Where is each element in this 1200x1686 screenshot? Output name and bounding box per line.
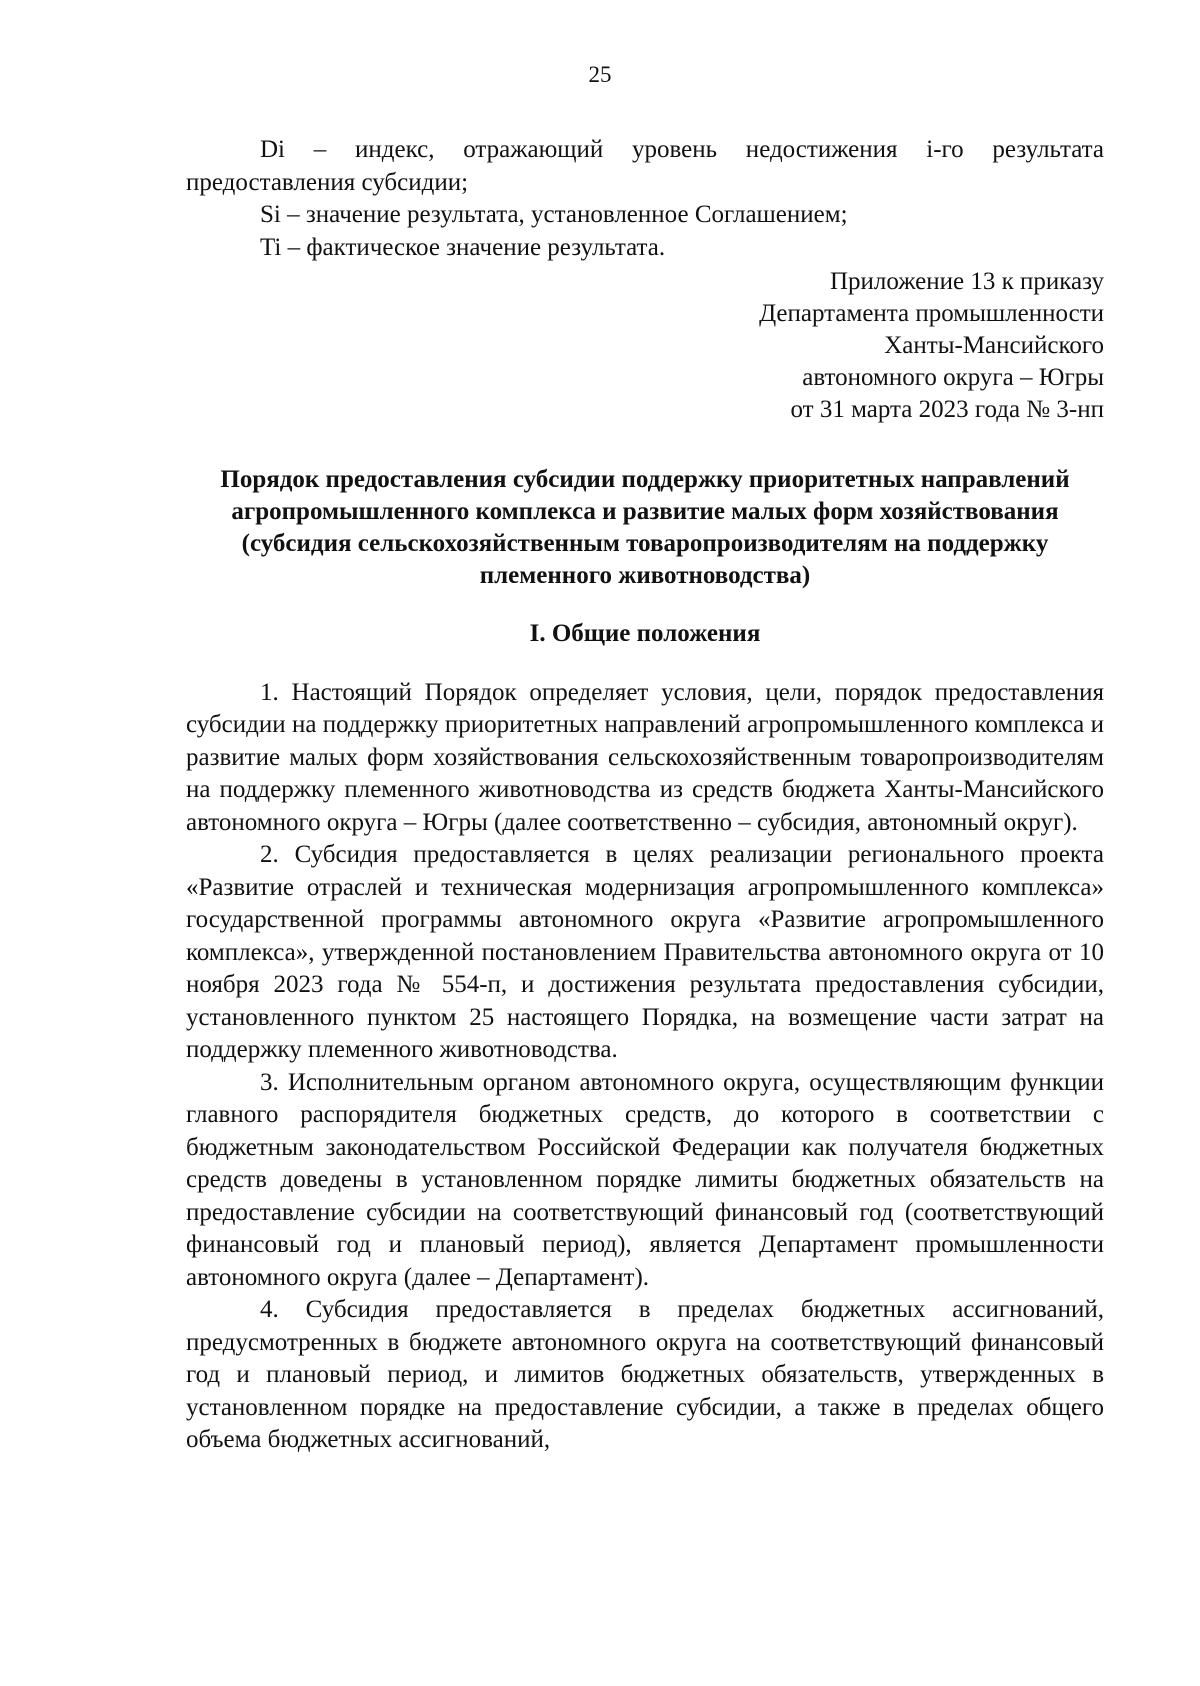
- appendix-line: автономного округа – Югры: [802, 364, 1104, 391]
- appendix-line: Департамента промышленности: [759, 300, 1104, 327]
- page-number: 25: [588, 62, 612, 87]
- document-body: [186, 134, 1104, 1457]
- appendix-line: от 31 марта 2023 года № 3-нп: [790, 396, 1104, 423]
- appendix-line: Ханты-Мансийского: [884, 332, 1104, 359]
- paragraph-4: 4. Субсидия предоставляется в пределах бюджетных ассигнований, предусмотренных в бюджете автономного округа на соответствующий финансовый год и плановый период, и лимитов бюджетных обязательств, утвержденных в установленном порядке на предоставление субсидии, а также в пределах общего объема бюджетных ассигнований,: [186, 1296, 1104, 1453]
- paragraph-1: 1. Настоящий Порядок определяет условия, цели, порядок предоставления субсидии на поддержку приоритетных направлений агропромышленного комплекса и развитие малых форм хозяйствования сельскохозяйственным товаропроизводителям на поддержку племенного животноводства из средств бюджета Ханты-Мансийского автономного округа – Югры (далее соответственно – субсидия, автономный округ).: [186, 678, 1104, 836]
- definition-ti: Ti – фактическое значение результата.: [260, 233, 666, 261]
- definition-si: Si – значение результата, установленное Соглашением;: [260, 201, 848, 228]
- section-heading: I. Общие положения: [529, 620, 761, 647]
- definition-di: Di – индекс, отражающий уровень недостижения i-го результата предоставления субсидии;: [186, 136, 1104, 196]
- document-title: Порядок предоставления субсидии поддержку приоритетных направлений агропромышленного комплекса и развитие малых форм хозяйствования (субсидия сельскохозяйственным товаропроизводителям на поддержку племенного животноводства): [220, 466, 1070, 589]
- paragraph-3: 3. Исполнительным органом автономного округа, осуществляющим функции главного распорядителя бюджетных средств, до которого в соответствии с бюджетным законодательством Российской Федерации как получателя бюджетных средств доведены в установленном порядке лимиты бюджетных обязательств на предоставление субсидии на соответствующий финансовый год (соответствующий финансовый год и плановый период), является Департамент промышленности автономного округа (далее – Департамент).: [186, 1068, 1104, 1291]
- paragraph-2: 2. Субсидия предоставляется в целях реализации регионального проекта «Развитие отраслей и техническая модернизация агропромышленного комплекса» государственной программы автономного округа «Развитие агропромышленного комплекса», утвержденной постановлением Правительства автономного округа от 10 ноября 2023 года № 554-п, и достижения результата предоставления субсидии, установленного пунктом 25 настоящего Порядка, на возмещение части затрат на поддержку племенного животноводства.: [186, 841, 1104, 1063]
- appendix-line: Приложение 13 к приказу: [829, 268, 1104, 295]
- appendix-reference: [186, 266, 1104, 426]
